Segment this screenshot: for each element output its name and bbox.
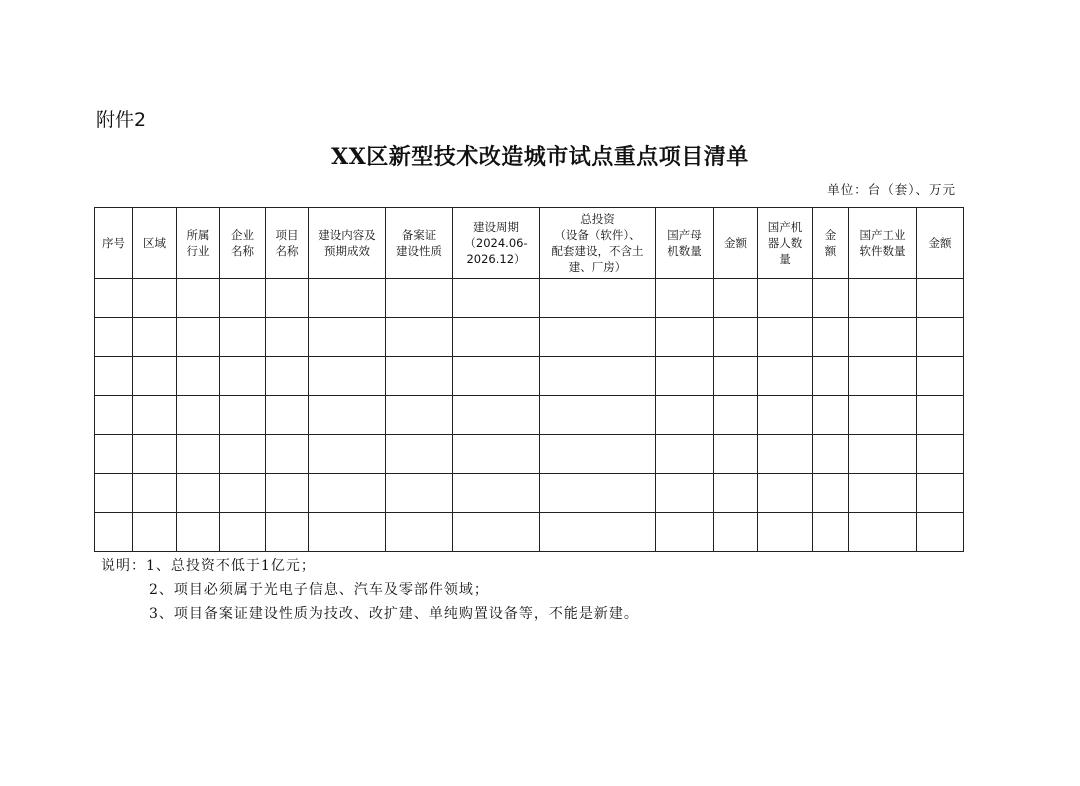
table-cell — [133, 513, 177, 552]
table-cell — [95, 474, 133, 513]
table-cell — [95, 396, 133, 435]
header-text: 所属 行业 — [186, 228, 210, 258]
table-cell — [95, 357, 133, 396]
table-cell — [266, 396, 309, 435]
table-cell — [133, 279, 177, 318]
table-cell — [453, 318, 540, 357]
table-cell — [453, 396, 540, 435]
table-cell — [540, 357, 656, 396]
table-cell — [453, 435, 540, 474]
table-cell — [714, 279, 758, 318]
table-cell — [714, 357, 758, 396]
table-cell — [220, 357, 266, 396]
note-line-2 — [101, 578, 639, 602]
table-cell — [656, 357, 714, 396]
table-cell — [758, 357, 813, 396]
table-cell — [266, 435, 309, 474]
table-cell — [849, 279, 917, 318]
table-cell — [758, 279, 813, 318]
table-cell — [758, 435, 813, 474]
table-cell — [220, 318, 266, 357]
header-cell-industry — [177, 208, 220, 279]
note-text: 2、项目必须属于光电子信息、汽车及零部件领域； — [149, 582, 489, 598]
table-cell — [220, 435, 266, 474]
header-cell-total-investment — [540, 208, 656, 279]
header-text: 序号 — [102, 236, 125, 250]
header-text: 金 额 — [824, 228, 837, 258]
table-cell — [849, 318, 917, 357]
table-cell — [453, 357, 540, 396]
header-text: 企业 名称 — [231, 228, 254, 258]
header-text: 项目 名称 — [275, 228, 299, 258]
table-row — [95, 474, 964, 513]
table-cell — [656, 474, 714, 513]
header-text: 总投资 （设备（软件）、 配套建设，不含土 建、厂房） — [551, 212, 644, 274]
header-text: 建设周期 （2024.06- 2026.12） — [464, 220, 528, 266]
table-cell — [540, 513, 656, 552]
table-cell — [95, 513, 133, 552]
table-cell — [813, 435, 849, 474]
table-cell — [266, 318, 309, 357]
table-cell — [813, 279, 849, 318]
table-header-row — [95, 208, 964, 279]
table-cell — [813, 318, 849, 357]
table-cell — [849, 513, 917, 552]
header-cell-machine-tool-count — [656, 208, 714, 279]
table-cell — [95, 318, 133, 357]
table-cell — [714, 396, 758, 435]
header-text: 金额 — [724, 236, 747, 250]
table-cell — [220, 474, 266, 513]
table-cell — [309, 474, 386, 513]
table-cell — [133, 435, 177, 474]
table-cell — [133, 357, 177, 396]
table-cell — [714, 435, 758, 474]
table-cell — [309, 513, 386, 552]
header-cell-period — [453, 208, 540, 279]
table-cell — [177, 513, 220, 552]
table-cell — [758, 396, 813, 435]
table-cell — [714, 513, 758, 552]
header-cell-amount-1 — [714, 208, 758, 279]
header-cell-region — [133, 208, 177, 279]
table-cell — [453, 513, 540, 552]
table-cell — [714, 474, 758, 513]
table-cell — [220, 396, 266, 435]
header-cell-company — [220, 208, 266, 279]
attachment-label: 附件2 — [96, 109, 147, 131]
table-cell — [758, 318, 813, 357]
table-cell — [849, 474, 917, 513]
table-row — [95, 435, 964, 474]
table-cell — [540, 318, 656, 357]
table-cell — [540, 396, 656, 435]
table-cell — [386, 357, 453, 396]
table-cell — [177, 357, 220, 396]
table-cell — [758, 474, 813, 513]
table-cell — [758, 513, 813, 552]
table-cell — [917, 318, 964, 357]
table-cell — [266, 474, 309, 513]
table-cell — [917, 279, 964, 318]
table-cell — [540, 435, 656, 474]
table-cell — [177, 396, 220, 435]
table-cell — [453, 279, 540, 318]
header-cell-project — [266, 208, 309, 279]
table-cell — [220, 513, 266, 552]
table-cell — [133, 474, 177, 513]
table-cell — [177, 435, 220, 474]
table-row — [95, 513, 964, 552]
table-cell — [813, 357, 849, 396]
table-row — [95, 357, 964, 396]
table-cell — [813, 474, 849, 513]
table-cell — [386, 318, 453, 357]
notes-section — [101, 554, 639, 626]
table-cell — [540, 279, 656, 318]
table-cell — [95, 279, 133, 318]
header-cell-filing-nature — [386, 208, 453, 279]
table-cell — [386, 474, 453, 513]
table-cell — [849, 396, 917, 435]
header-text: 金额 — [928, 236, 952, 250]
note-text: 1、总投资不低于1亿元； — [146, 558, 316, 574]
table-cell — [656, 396, 714, 435]
table-cell — [917, 357, 964, 396]
table-cell — [453, 474, 540, 513]
table-cell — [386, 435, 453, 474]
table-cell — [133, 318, 177, 357]
table-cell — [266, 357, 309, 396]
header-text: 国产机 器人数 量 — [767, 220, 803, 266]
table-cell — [656, 279, 714, 318]
table-row — [95, 318, 964, 357]
note-line-3 — [101, 602, 639, 626]
header-text: 区域 — [143, 236, 166, 250]
table-cell — [220, 279, 266, 318]
header-cell-amount-3 — [917, 208, 964, 279]
table-cell — [917, 513, 964, 552]
table-body — [95, 279, 964, 552]
table-cell — [309, 396, 386, 435]
table-cell — [656, 513, 714, 552]
table-cell — [309, 435, 386, 474]
table-cell — [386, 396, 453, 435]
table-cell — [95, 435, 133, 474]
table-cell — [266, 279, 309, 318]
table-cell — [540, 474, 656, 513]
table-cell — [714, 318, 758, 357]
table-cell — [266, 513, 309, 552]
table-cell — [656, 435, 714, 474]
table-cell — [917, 435, 964, 474]
document-title: XX区新型技术改造城市试点重点项目清单 — [331, 144, 749, 170]
header-cell-software-count — [849, 208, 917, 279]
table-cell — [177, 318, 220, 357]
header-cell-amount-2 — [813, 208, 849, 279]
table-cell — [813, 513, 849, 552]
table-cell — [849, 435, 917, 474]
header-cell-content — [309, 208, 386, 279]
header-cell-robot-count — [758, 208, 813, 279]
table-cell — [309, 318, 386, 357]
table-cell — [917, 396, 964, 435]
unit-label: 单位：台（套）、万元 — [827, 182, 956, 197]
table-cell — [177, 279, 220, 318]
table-cell — [849, 357, 917, 396]
table-cell — [177, 474, 220, 513]
table-row — [95, 396, 964, 435]
header-text: 国产母 机数量 — [667, 228, 702, 258]
project-list-table — [94, 207, 964, 552]
header-text: 建设内容及 预期成效 — [318, 228, 376, 258]
header-text: 国产工业 软件数量 — [859, 228, 906, 258]
header-cell-index — [95, 208, 133, 279]
table-cell — [309, 357, 386, 396]
table-cell — [133, 396, 177, 435]
table-cell — [656, 318, 714, 357]
note-line-1 — [101, 554, 639, 578]
note-text: 3、项目备案证建设性质为技改、改扩建、单纯购置设备等，不能是新建。 — [149, 606, 639, 622]
table-cell — [386, 279, 453, 318]
notes-prefix: 说明： — [101, 558, 146, 574]
table-cell — [917, 474, 964, 513]
table-cell — [386, 513, 453, 552]
table-cell — [813, 396, 849, 435]
header-text: 备案证 建设性质 — [396, 228, 442, 258]
table-cell — [309, 279, 386, 318]
table-row — [95, 279, 964, 318]
